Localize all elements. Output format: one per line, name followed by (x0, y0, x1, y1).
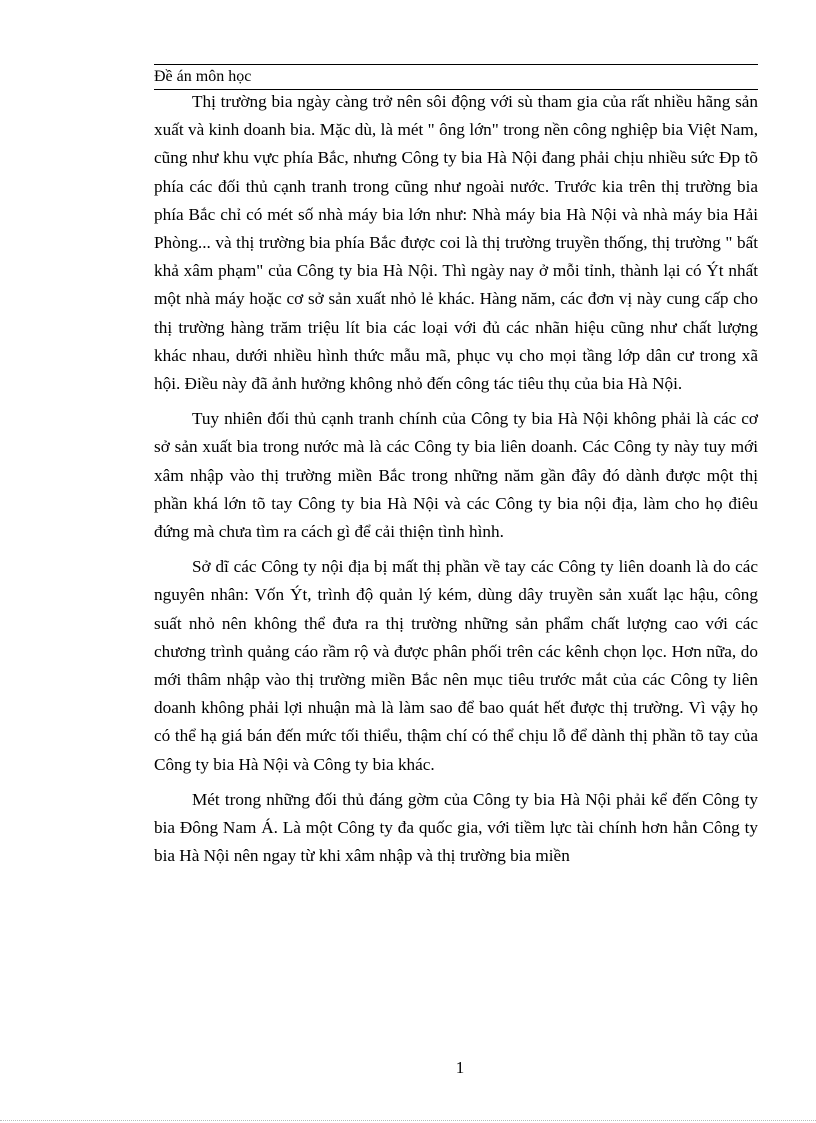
page-bottom-boundary (0, 1120, 816, 1121)
paragraph-3: Sở dĩ các Công ty nội địa bị mất thị phần về tay các Công ty liên doanh là do các nguyên nhân: Vốn Ýt, trình độ quản lý kém, dùng dây truyền sản xuất lạc hậu, công suất nhỏ nên không thể đưa ra thị trường những sản phẩm chất lượng cao với các chương trình quảng cáo rầm rộ và được phân phối trên các kênh chọn lọc. Hơn nữa, do mới thâm nhập vào thị trường miền Bắc nên mục tiêu trước mắt của các Công ty liên doanh không phải lợi nhuận mà là làm sao để bao quát hết được thị trường. Vì vậy họ có thể hạ giá bán đến mức tối thiểu, thậm chí có thể chịu lỗ để dành thị phần tõ tay của Công ty bia Hà Nội và Công ty bia khác. (154, 557, 758, 774)
page-number: 1 (455, 1058, 465, 1077)
paragraph-2: Tuy nhiên đối thủ cạnh tranh chính của Công ty bia Hà Nội không phải là các cơ sở sản xuất bia trong nước mà là các Công ty bia liên doanh. Các Công ty này tuy mới xâm nhập vào thị trường miền Bắc trong những năm gần đây đó dành được một thị phần khá lớn tõ tay Công ty bia Hà Nội và các Công ty bia nội địa, làm cho họ điêu đứng mà chưa tìm ra cách gì để cải thiện tình hình. (154, 409, 758, 542)
paragraph-1: Thị trường bia ngày càng trở nên sôi động với sù tham gia của rất nhiều hãng sản xuất và kinh doanh bia. Mặc dù, là mét " ông lớn" trong nền công nghiệp bia Việt Nam, cũng như khu vực phía Bắc, nhưng Công ty bia Hà Nội đang phải chịu nhiều sức Đp tõ phía các đối thủ cạnh tranh trong cũng như ngoài nước. Trước kia trên thị trường bia phía Bắc chỉ có mét số nhà máy bia lớn như: Nhà máy bia Hà Nội và nhà máy bia Hải Phòng... và thị trường bia phía Bắc được coi là thị trường truyền thống, thị trường " bất khả xâm phạm" của Công ty bia Hà Nội. Thì ngày nay ở mỗi tỉnh, thành lại có Ýt nhất một nhà máy hoặc cơ sở sản xuất nhỏ lẻ khác. Hàng năm, các đơn vị này cung cấp cho thị trường hàng trăm triệu lít bia các loại với đủ các nhãn hiệu cũng như chất lượng khác nhau, dưới nhiều hình thức mẫu mã, phục vụ cho mọi tầng lớp dân cư trong xã hội. Điều này đã ảnh hưởng không nhỏ đến công tác tiêu thụ của bia Hà Nội. (154, 92, 758, 394)
header-rule-top (154, 64, 758, 65)
running-header: Đề án môn học (154, 68, 252, 85)
document-body (154, 88, 758, 877)
paragraph-4: Mét trong những đối thủ đáng gờm của Công ty bia Hà Nội phải kể đến Công ty bia Đông Nam Á. Là một Công ty đa quốc gia, với tiềm lực tài chính hơn hẳn Công ty bia Hà Nội nên ngay từ khi xâm nhập và thị trường bia miền (154, 789, 758, 866)
